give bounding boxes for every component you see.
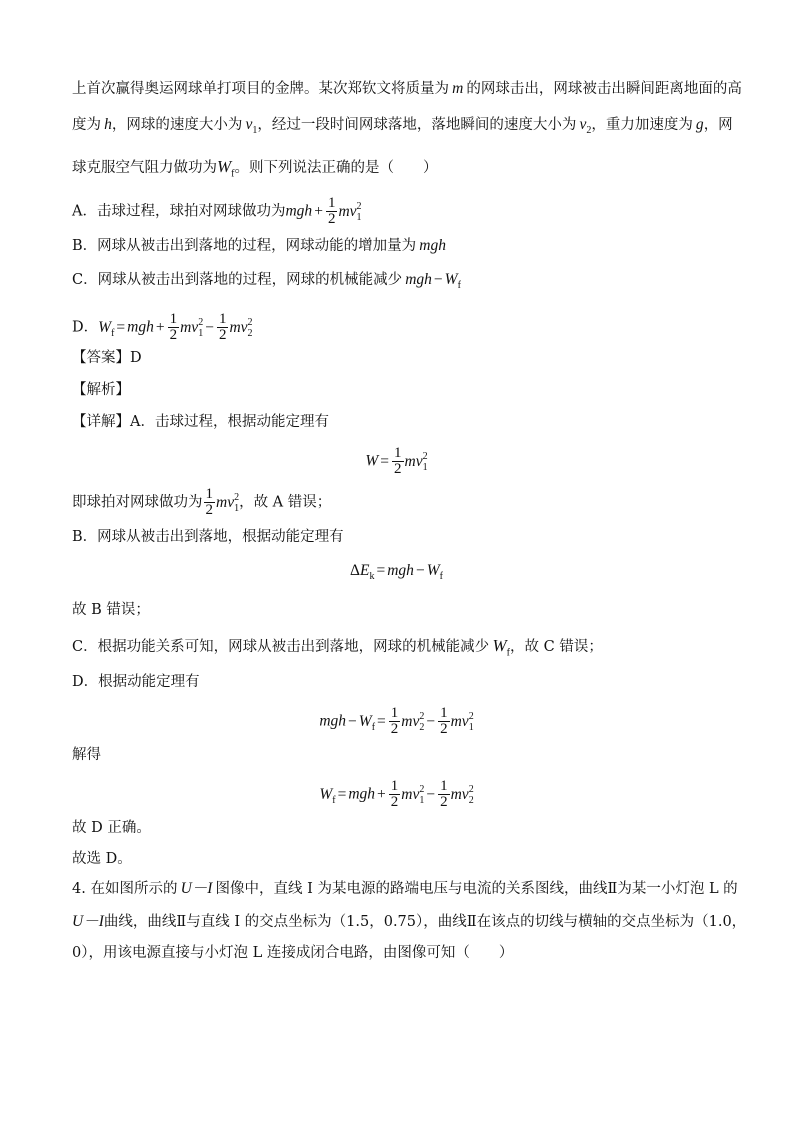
- option-c: C．网球从被击出到落地的过程，网球的机械能减少 mgh − $W_f$: [72, 271, 461, 292]
- detail-a-intro: 【详解】A．击球过程，根据动能定理有: [72, 414, 329, 430]
- stem-line-2: 度为 h，网球的速度大小为 $v_1$，经过一段时间网球落地，落地瞬间的速度大小为 $v_2$，重力加速度为 g，网: [72, 116, 733, 137]
- answer-label: 【答案】D: [72, 350, 142, 366]
- stem-line-3: 球克服空气阻力做功为$W_f$。则下列说法正确的是（ ）: [72, 157, 438, 180]
- option-b: B．网球从被击出到落地的过程，网球动能的增加量为 mgh: [72, 237, 446, 254]
- analysis-label: 【解析】: [72, 382, 130, 398]
- equation-energy: mgh − $W_f$ = $\frac{1}{2}$ $mv_2^2$ − $\frac{1}{2}$ $mv_1^2$: [319, 705, 474, 737]
- final-choice: 故选 D。: [72, 851, 132, 867]
- equation-w: W = $\frac{1}{2}$ $mv_1^2$: [365, 445, 428, 477]
- q4-line-2: U－I曲线，曲线Ⅱ与直线 I 的交点坐标为（1.5，0.75），曲线Ⅱ在该点的切线与横轴的交点坐标为（1.0，: [72, 913, 747, 930]
- stem-line-1: 上首次赢得奥运网球单打项目的金牌。某次郑钦文将质量为 m 的网球击出，网球被击出瞬间距离地面的高: [72, 80, 742, 97]
- option-a: A．击球过程，球拍对网球做功为mgh + $\frac{1}{2}$ $mv_1^2$: [72, 195, 362, 227]
- equation-delta-ek: $\Delta E_k$ = mgh − $W_f$: [350, 562, 443, 583]
- detail-d-conclusion: 故 D 正确。: [72, 820, 151, 836]
- q4-line-3: 0），用该电源直接与小灯泡 L 连接成闭合电路，由图像可知（ ）: [72, 945, 514, 961]
- detail-d-intro: D．根据动能定理有: [72, 674, 200, 690]
- q4-line-1: 4. 在如图所示的 U－I 图像中，直线 I 为某电源的路端电压与电流的关系图线，曲线Ⅱ为某一小灯泡 L 的: [72, 880, 738, 897]
- equation-wf: $W_f$ = mgh + $\frac{1}{2}$ $mv_1^2$ − $\frac{1}{2}$ $mv_2^2$: [319, 778, 474, 810]
- detail-d-solve: 解得: [72, 747, 101, 763]
- q4-ui-2: U－I: [72, 913, 104, 930]
- detail-b-intro: B．网球从被击出到落地，根据动能定理有: [72, 529, 344, 545]
- q4-ui-1: U－I: [180, 880, 213, 897]
- detail-c: C．根据功能关系可知，网球从被击出到落地，网球的机械能减少 $W_f$，故 C 错误；: [72, 636, 603, 659]
- detail-a-conclusion: 即球拍对网球做功为 $\frac{1}{2}$ $mv_1^2$，故 A 错误；: [72, 486, 332, 518]
- option-d: D．$W_f$ = mgh + $\frac{1}{2}$ $mv_1^2$ − $\frac{1}{2}$ $mv_2^2$: [72, 311, 253, 343]
- detail-b-conclusion: 故 B 错误；: [72, 602, 150, 618]
